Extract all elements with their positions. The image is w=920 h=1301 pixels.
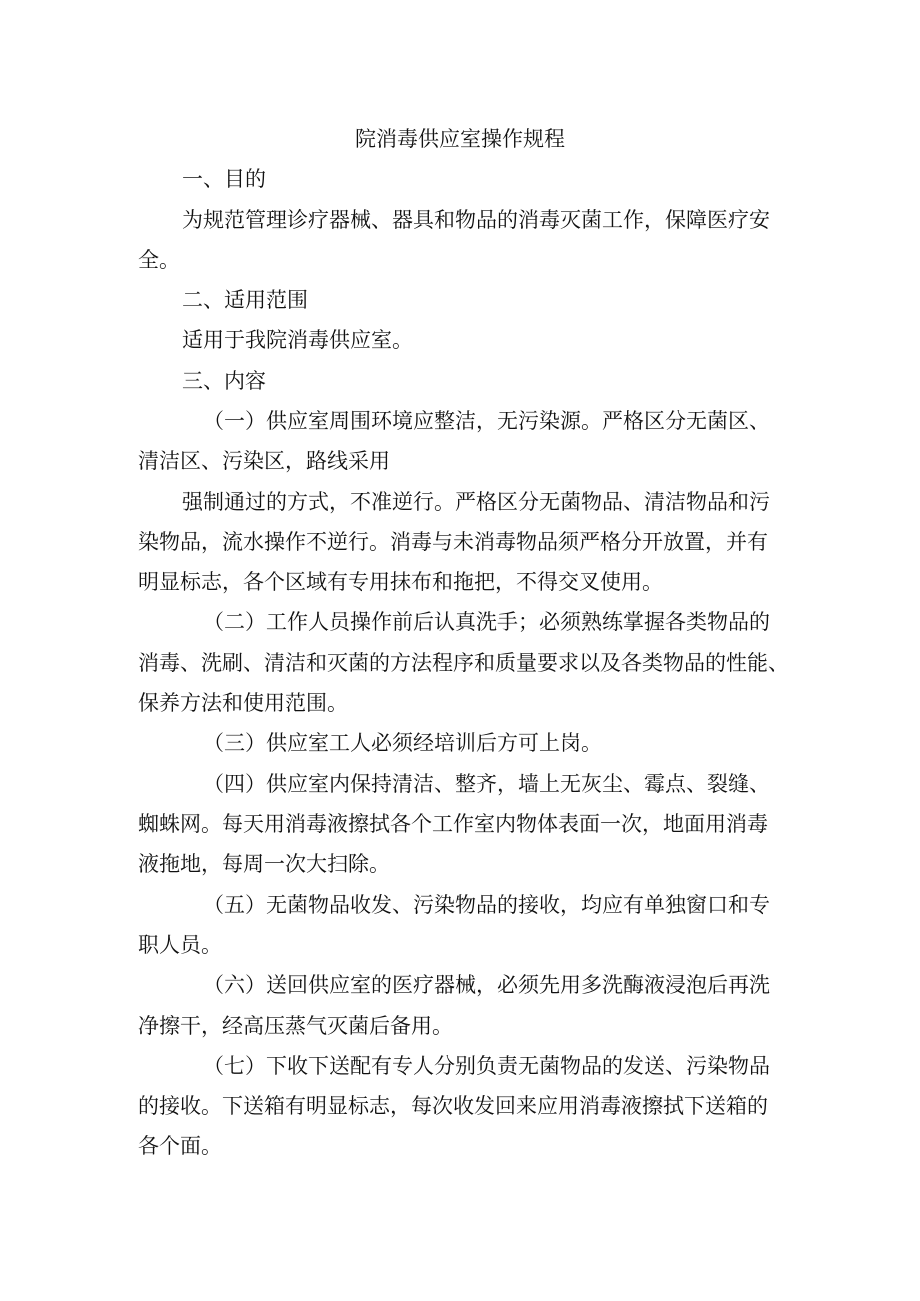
item2-line2: 消毒、洗刷、清洁和灭菌的方法程序和质量要求以及各类物品的性能、 bbox=[138, 651, 789, 675]
item1-line2: 清洁区、污染区，路线采用 bbox=[138, 449, 390, 473]
item4-line3: 液拖地，每周一次大扫除。 bbox=[138, 852, 390, 876]
item4-line1: （四）供应室内保持清洁、整齐，墙上无灰尘、霉点、裂缝、 bbox=[203, 772, 770, 796]
item3-line1: （三）供应室工人必须经培训后方可上岗。 bbox=[203, 731, 602, 755]
item1-line1: （一）供应室周围环境应整洁，无污染源。严格区分无菌区、 bbox=[203, 409, 770, 433]
item4-line2: 蜘蛛网。每天用消毒液擦拭各个工作室内物体表面一次，地面用消毒 bbox=[138, 812, 768, 836]
item5-line2: 职人员。 bbox=[138, 933, 222, 957]
section-heading-purpose: 一、目的 bbox=[182, 167, 266, 191]
purpose-text-line2: 全。 bbox=[138, 248, 180, 272]
item6-line1: （六）送回供应室的医疗器械，必须先用多洗酶液浸泡后再洗 bbox=[203, 973, 770, 997]
item1-line3: 强制通过的方式，不准逆行。严格区分无菌物品、清洁物品和污 bbox=[182, 490, 770, 514]
scope-text: 适用于我院消毒供应室。 bbox=[182, 328, 413, 352]
item7-line1: （七）下收下送配有专人分别负责无菌物品的发送、污染物品 bbox=[203, 1054, 770, 1078]
item1-line4: 染物品，流水操作不逆行。消毒与未消毒物品须严格分开放置，并有 bbox=[138, 530, 768, 554]
item7-line3: 各个面。 bbox=[138, 1134, 222, 1158]
item6-line2: 净擦干，经高压蒸气灭菌后备用。 bbox=[138, 1014, 453, 1038]
document-title: 院消毒供应室操作规程 bbox=[355, 127, 565, 151]
section-heading-content: 三、内容 bbox=[182, 369, 266, 393]
item2-line3: 保养方法和使用范围。 bbox=[138, 691, 348, 715]
purpose-text-line1: 为规范管理诊疗器械、器具和物品的消毒灭菌工作，保障医疗安 bbox=[182, 208, 770, 232]
item2-line1: （二）工作人员操作前后认真洗手；必须熟练掌握各类物品的 bbox=[203, 610, 770, 634]
item5-line1: （五）无菌物品收发、污染物品的接收，均应有单独窗口和专 bbox=[203, 893, 770, 917]
item7-line2: 的接收。下送箱有明显标志，每次收发回来应用消毒液擦拭下送箱的 bbox=[138, 1094, 768, 1118]
item1-line5: 明显标志，各个区域有专用抹布和拖把，不得交叉使用。 bbox=[138, 570, 663, 594]
section-heading-scope: 二、适用范围 bbox=[182, 288, 308, 312]
